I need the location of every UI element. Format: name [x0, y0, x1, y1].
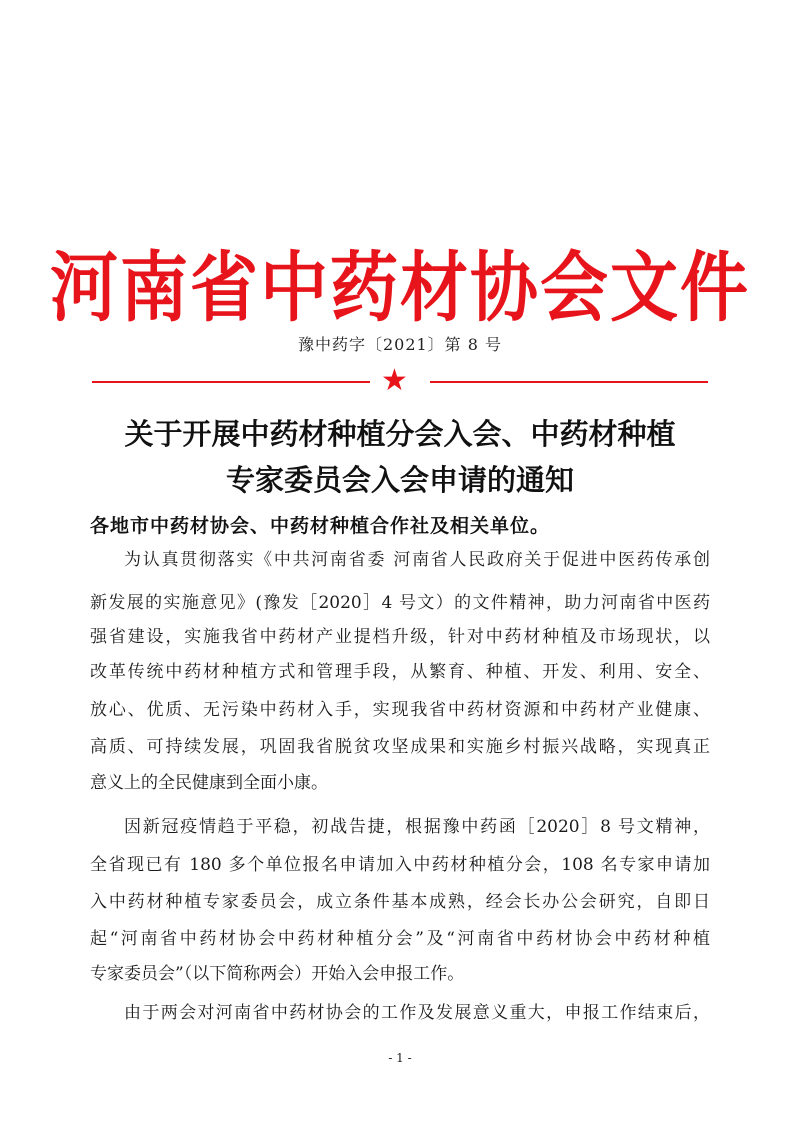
paragraph-2-line: 专家委员会”（以下简称两会）开始入会申报工作。 [90, 964, 465, 984]
paragraph-1-line: 高质、可持续发展，巩固我省脱贫攻坚成果和实施乡村振兴战略，实现真正 [90, 737, 710, 757]
paragraph-1-line: 改革传统中药材种植方式和管理手段，从繁育、种植、开发、利用、安全、 [90, 662, 710, 682]
document-number: 豫中药字〔2021〕第 8 号 [297, 335, 503, 354]
paragraph-2-line: 起“河南省中药材协会中药材种植分会”及“河南省中药材协会中药材种植 [90, 929, 710, 949]
document-header-title: 河南省中药材协会文件 [49, 244, 750, 334]
paragraph-1-line: 放心、优质、无污染中药材入手，实现我省中药材资源和中药材产业健康、 [90, 700, 710, 720]
paragraph-1-line: 意义上的全民健康到全面小康。 [90, 773, 328, 793]
paragraph-2-line: 入中药材种植专家委员会，成立条件基本成熟，经会长办公会研究，自即日 [90, 892, 710, 912]
notice-title-line-2: 专家委员会入会申请的通知 [225, 463, 574, 497]
paragraph-2-line: 因新冠疫情趋于平稳，初战告捷，根据豫中药函［2020］8 号文精神， [124, 817, 710, 837]
paragraph-1-line: 新发展的实施意见》(豫发［2020］4 号文）的文件精神，助力河南省中医药 [90, 593, 710, 613]
notice-title-line-1: 关于开展中药材种植分会入会、中药材种植 [124, 417, 676, 451]
paragraph-2-line: 全省现已有 180 多个单位报名申请加入中药材种植分会，108 名专家申请加 [90, 855, 710, 875]
paragraph-3-line: 由于两会对河南省中药材协会的工作及发展意义重大，申报工作结束后， [124, 1003, 710, 1023]
red-divider [92, 363, 708, 398]
star-icon: ★ [381, 363, 408, 398]
paragraph-1-line: 为认真贯彻落实《中共河南省委 河南省人民政府关于促进中医药传承创 [124, 550, 710, 570]
divider-line-left [92, 381, 370, 383]
salutation: 各地市中药材协会、中药材种植合作社及相关单位。 [90, 515, 551, 537]
divider-line-right [430, 381, 708, 383]
page-number: - 1 - [388, 1051, 412, 1065]
paragraph-1-line: 强省建设，实施我省中药材产业提档升级，针对中药材种植及市场现状，以 [90, 627, 710, 647]
